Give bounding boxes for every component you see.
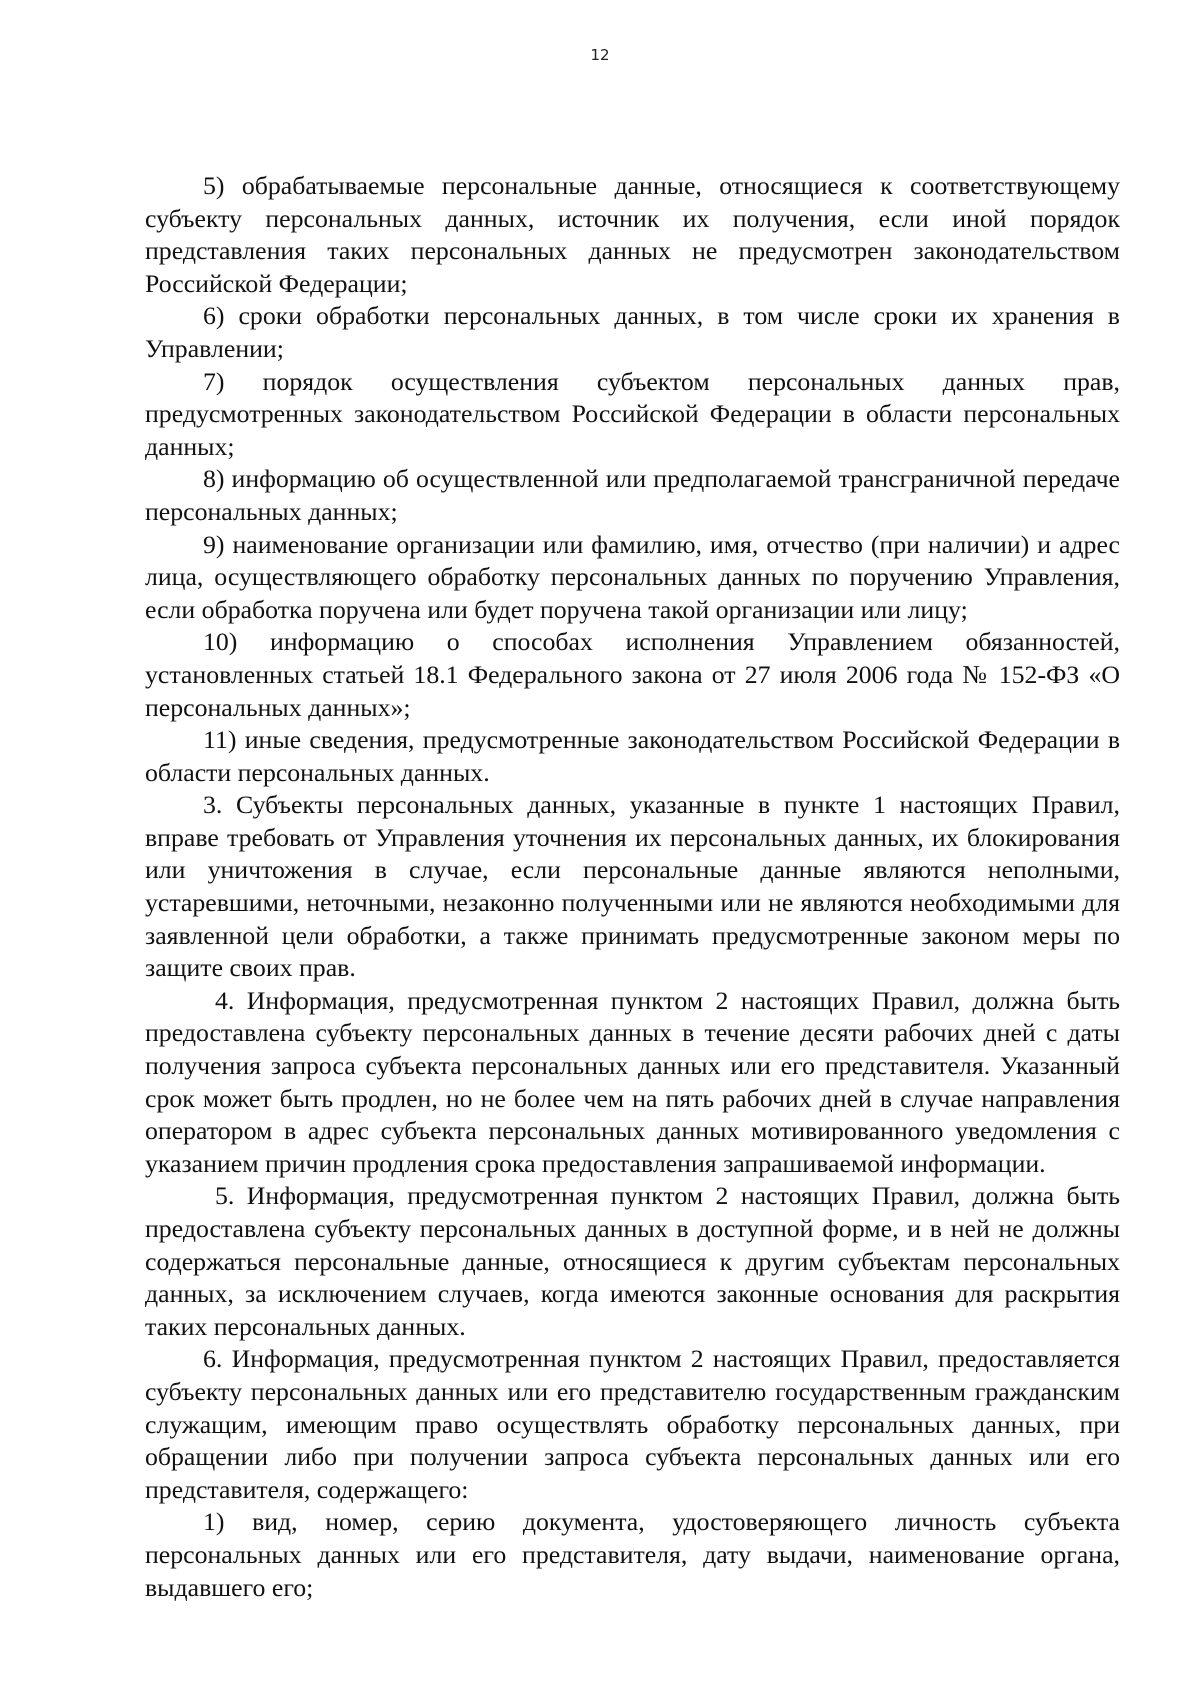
paragraph-item-8: 8) информацию об осуществленной или предполагаемой трансграничной передаче персональных данных;	[145, 464, 1120, 526]
document-body	[145, 170, 1120, 1604]
paragraph-clause-5: 5. Информация, предусмотренная пунктом 2 настоящих Правил, должна быть предоставлена субъекту персональных данных в доступной форме, и в ней не должны содержаться персональные данные, относящиеся к другим субъектам персональных данных, за исключением случаев, когда имеются законные основания для раскрытия таких персональных данных.	[145, 1181, 1120, 1341]
paragraph-clause-4: 4. Информация, предусмотренная пунктом 2 настоящих Правил, должна быть предоставлена субъекту персональных данных в течение десяти рабочих дней с даты получения запроса субъекта персональных данных или его представителя. Указанный срок может быть продлен, но не более чем на пять рабочих дней в случае направления оператором в адрес субъекта персональных данных мотивированного уведомления с указанием причин продления срока предоставления запрашиваемой информации.	[145, 985, 1120, 1178]
paragraph-clause-6: 6. Информация, предусмотренная пунктом 2 настоящих Правил, предоставляется субъекту персональных данных или его представителю государственным гражданским служащим, имеющим право осуществлять обработку персональных данных, при обращении либо при получении запроса субъекта персональных данных или его представителя, содержащего:	[145, 1344, 1120, 1504]
paragraph-item-5: 5) обрабатываемые персональные данные, относящиеся к соответствующему субъекту персональных данных, источник их получения, если иной порядок представления таких персональных данных не предусмотрен законодательством Российской Федерации;	[145, 171, 1120, 298]
paragraph-clause-3: 3. Субъекты персональных данных, указанные в пункте 1 настоящих Правил, вправе требовать от Управления уточнения их персональных данных, их блокирования или уничтожения в случае, если персональные данные являются неполными, устаревшими, неточными, незаконно полученными или не являются необходимыми для заявленной цели обработки, а также принимать предусмотренные законом меры по защите своих прав.	[145, 790, 1120, 983]
paragraph-item-9: 9) наименование организации или фамилию, имя, отчество (при наличии) и адрес лица, осуществляющего обработку персональных данных по поручению Управления, если обработка поручена или будет поручена такой организации или лицу;	[145, 529, 1120, 624]
paragraph-item-11: 11) иные сведения, предусмотренные законодательством Российской Федерации в области персональных данных.	[145, 725, 1120, 787]
paragraph-subitem-1: 1) вид, номер, серию документа, удостоверяющего личность субъекта персональных данных или его представителя, дату выдачи, наименование органа, выдавшего его;	[145, 1507, 1120, 1602]
paragraph-item-7: 7) порядок осуществления субъектом персональных данных прав, предусмотренных законодательством Российской Федерации в области персональных данных;	[145, 366, 1120, 461]
page-number: 12	[590, 46, 610, 64]
paragraph-item-6: 6) сроки обработки персональных данных, в том числе сроки их хранения в Управлении;	[145, 301, 1120, 363]
paragraph-item-10: 10) информацию о способах исполнения Управлением обязанностей, установленных статьей 18.1 Федерального закона от 27 июля 2006 года № 152-ФЗ «О персональных данных»;	[145, 627, 1120, 722]
